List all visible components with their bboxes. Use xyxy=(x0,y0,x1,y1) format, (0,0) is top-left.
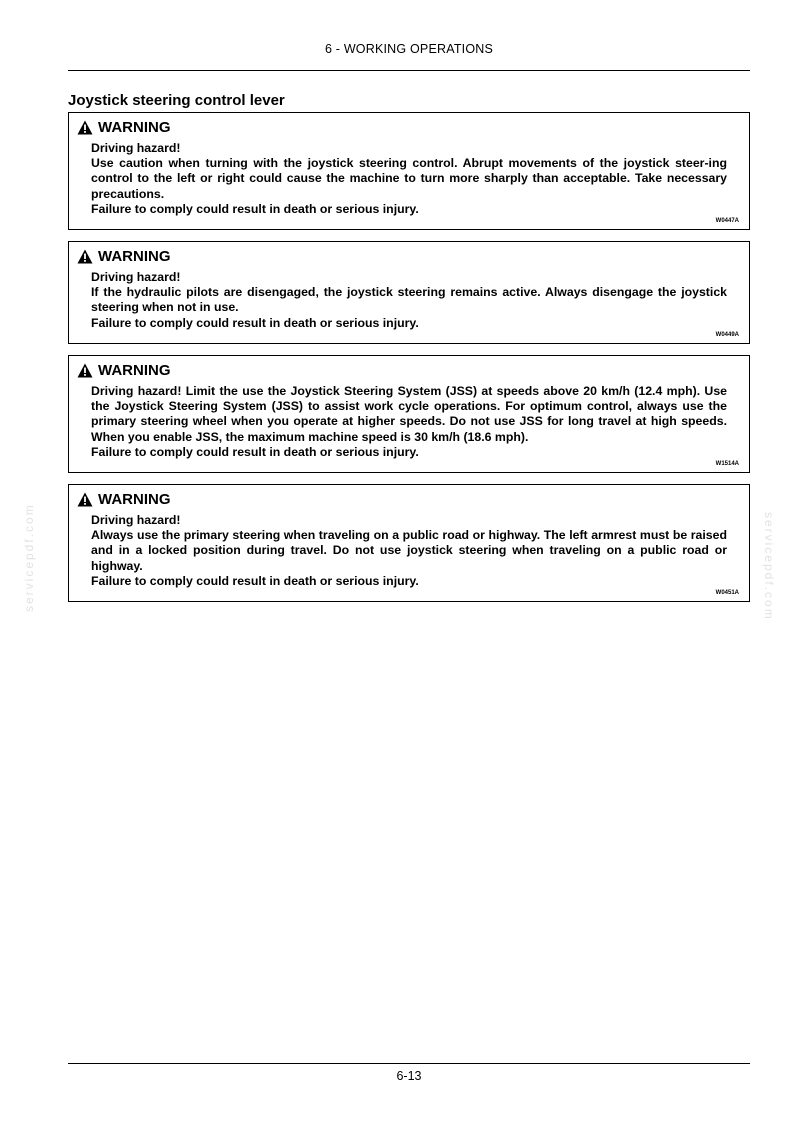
watermark-left: servicepdf.com xyxy=(22,503,36,612)
warning-text: Driving hazard! Limit the use the Joystick Steering System (JSS) at speeds above 20 km/h (12.4 mph). Use the Joystick Steering System (JSS) to assist work cycle operations. For optimum control, always use the primary steering wheel when you operate at higher speeds. Do not use JSS for long travel at high speeds. When you enable JSS, the maximum machine speed is 30 km/h (18.6 mph). xyxy=(91,384,727,444)
warning-text: If the hydraulic pilots are disengaged, the joystick steering remains active. Always disengage the joystick steering when not in use. xyxy=(91,285,727,315)
warning-label: WARNING xyxy=(98,362,171,379)
warning-title xyxy=(77,491,171,508)
warning-consequence: Failure to comply could result in death or serious injury. xyxy=(91,573,419,588)
warning-hazard: Driving hazard! xyxy=(91,270,181,284)
warning-body xyxy=(91,513,727,589)
warning-code: W1514A xyxy=(715,461,739,467)
warning-hazard: Driving hazard! xyxy=(91,513,181,527)
warning-triangle-icon xyxy=(77,363,93,378)
warning-text: Always use the primary steering when traveling on a public road or highway. The left armrest must be raised and in a locked position during travel. Do not use joystick steering when traveling on a public road or highway. xyxy=(91,528,727,573)
warning-triangle-icon xyxy=(77,492,93,507)
warning-title xyxy=(77,362,171,379)
warning-body xyxy=(91,141,727,217)
warning-label: WARNING xyxy=(98,248,171,265)
warning-triangle-icon xyxy=(77,249,93,264)
section-title: Joystick steering control lever xyxy=(68,92,285,109)
warning-consequence: Failure to comply could result in death or serious injury. xyxy=(91,315,419,330)
warning-box-2 xyxy=(68,241,750,344)
warning-body xyxy=(91,270,727,331)
warning-title xyxy=(77,119,171,136)
warning-text: Use caution when turning with the joystick steering control. Abrupt movements of the joystick steer-ing control to the left or right could cause the machine to turn more sharply than acceptable. Take necessary precautions. xyxy=(91,156,727,201)
warning-box-3 xyxy=(68,355,750,473)
warning-title xyxy=(77,248,171,265)
warning-box-1 xyxy=(68,112,750,230)
warning-consequence: Failure to comply could result in death or serious injury. xyxy=(91,444,419,459)
warning-body xyxy=(91,384,727,460)
header-rule xyxy=(68,70,750,71)
warning-code: W0449A xyxy=(715,332,739,338)
warning-triangle-icon xyxy=(77,120,93,135)
warning-hazard: Driving hazard! xyxy=(91,141,181,155)
warning-consequence: Failure to comply could result in death or serious injury. xyxy=(91,201,419,216)
warning-label: WARNING xyxy=(98,119,171,136)
running-header: 6 - WORKING OPERATIONS xyxy=(324,42,494,56)
warning-box-4 xyxy=(68,484,750,602)
warning-code: W0451A xyxy=(715,590,739,596)
watermark-right: servicepdf.com xyxy=(762,512,776,621)
page-number: 6-13 xyxy=(396,1069,422,1083)
warning-label: WARNING xyxy=(98,491,171,508)
warning-code: W0447A xyxy=(715,218,739,224)
footer-rule xyxy=(68,1063,750,1064)
